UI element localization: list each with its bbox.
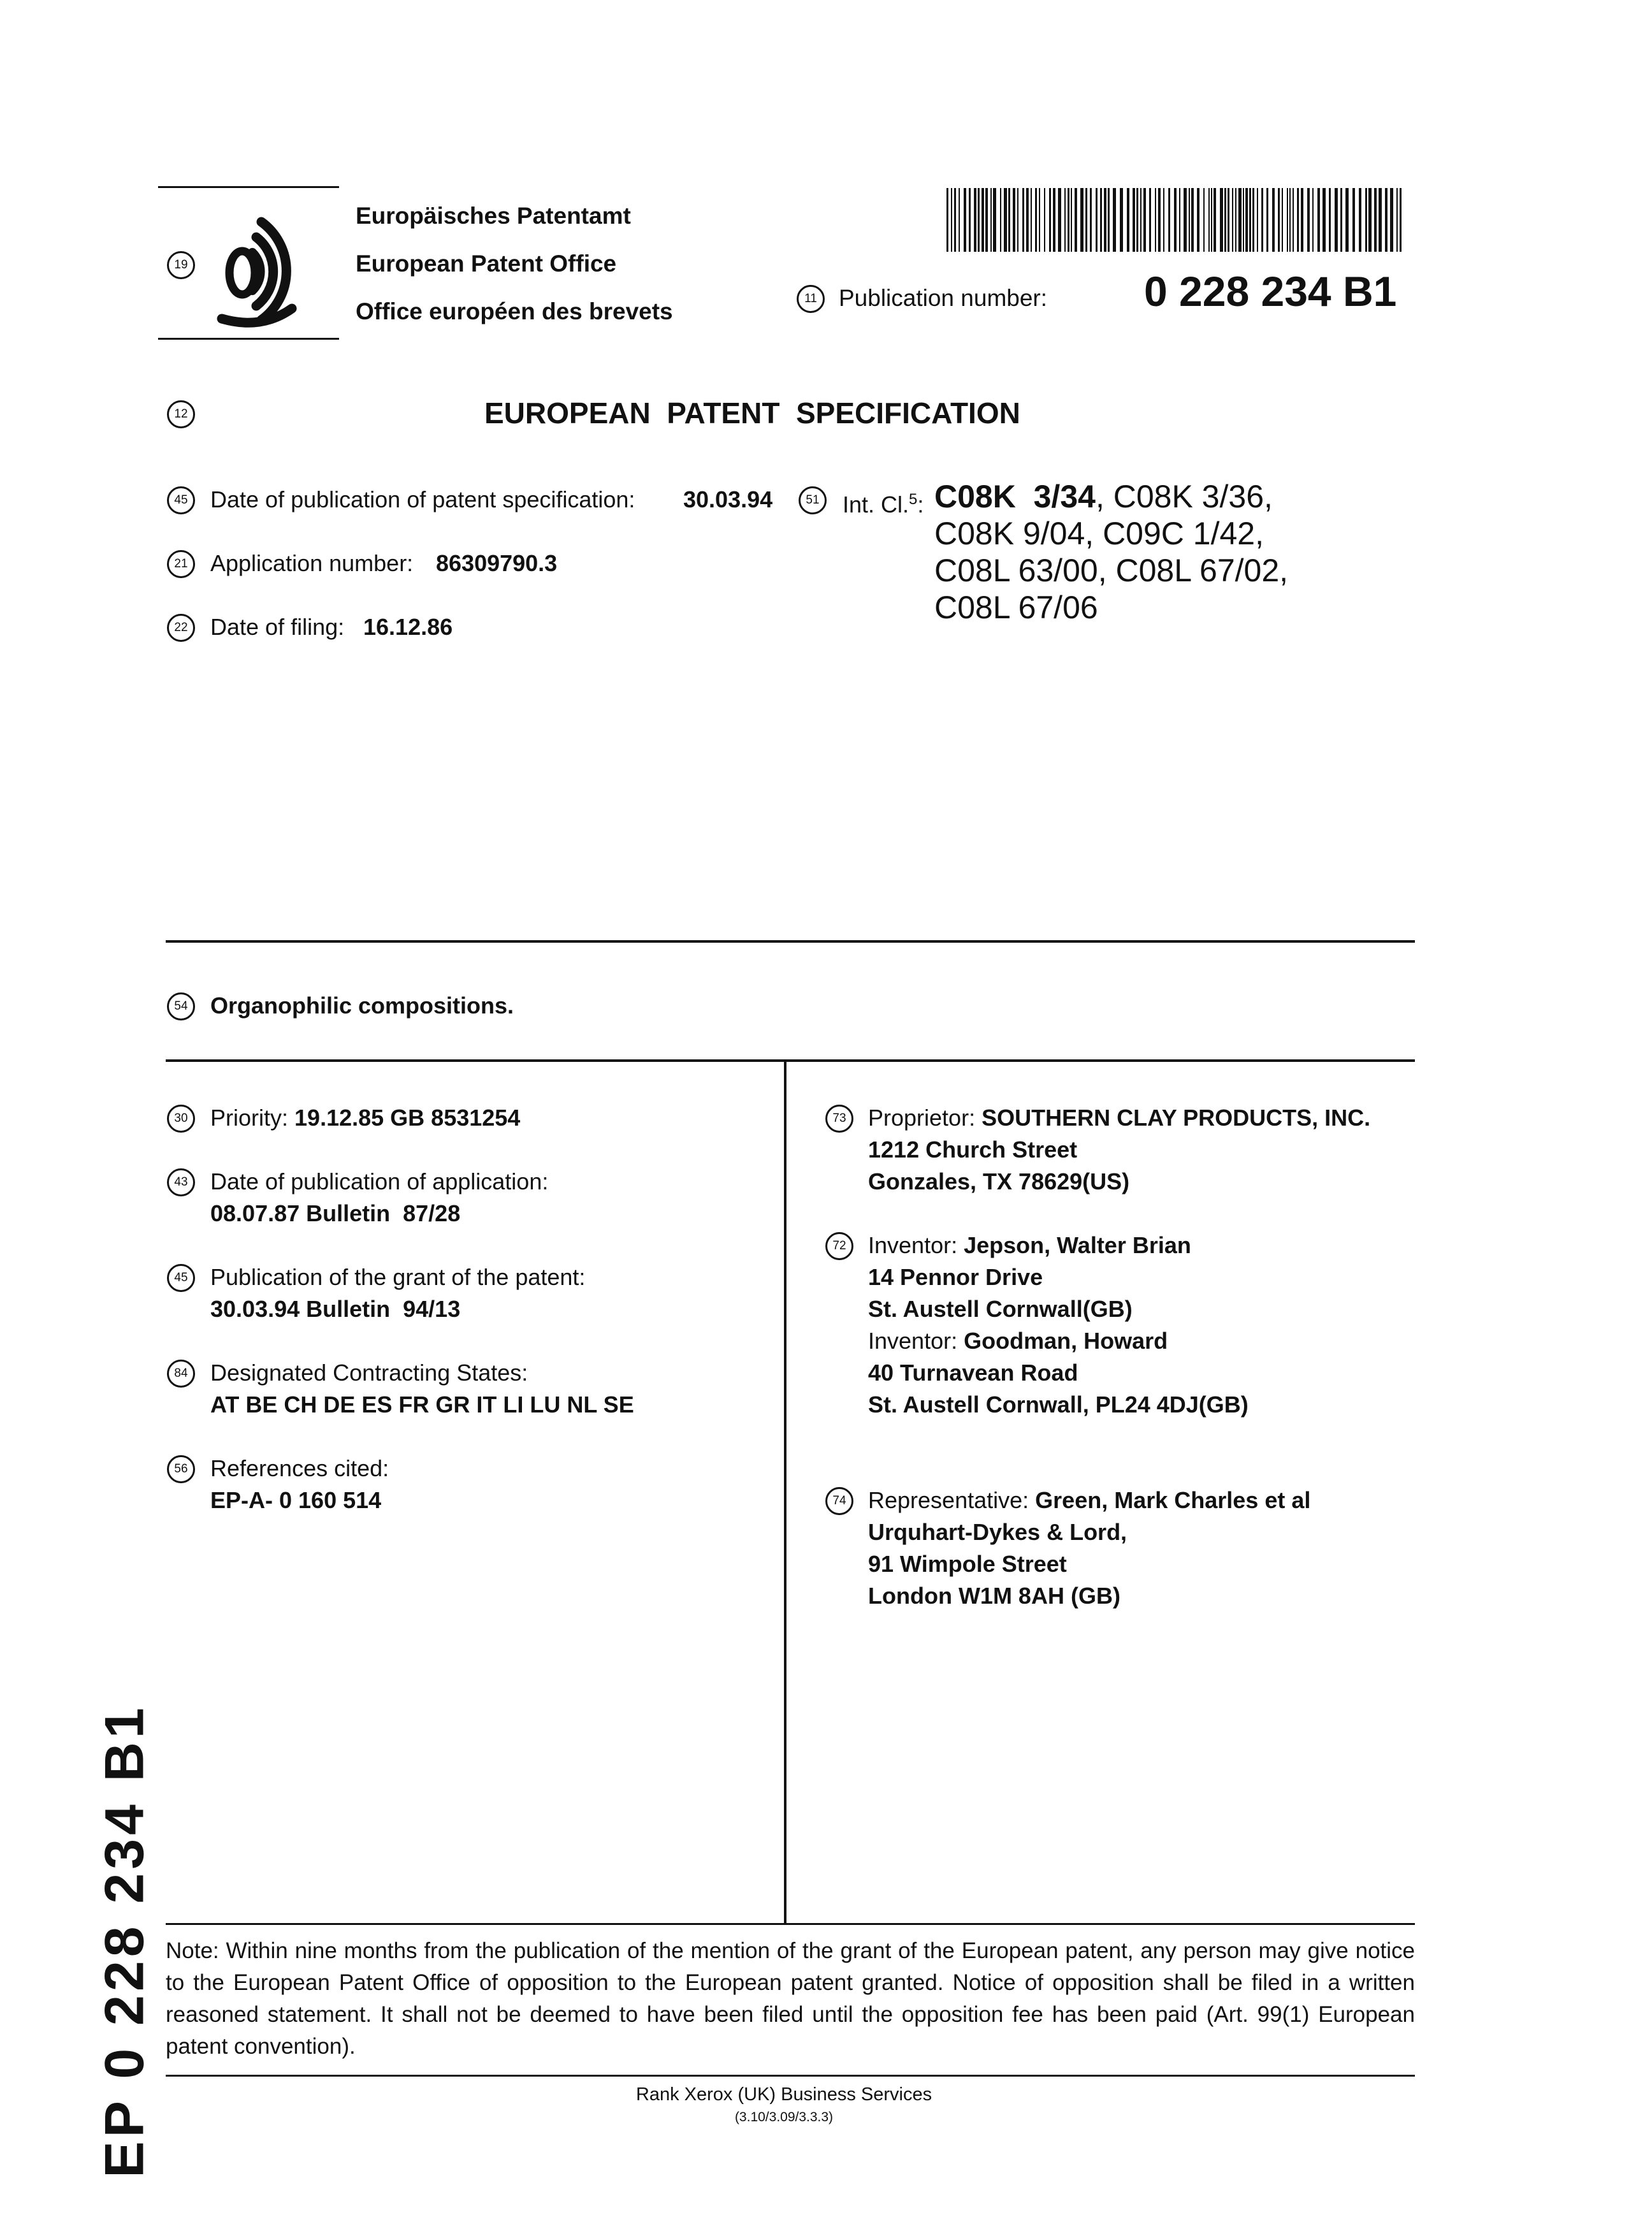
opposition-note: Note: Within nine months from the publication of the mention of the grant of the European patent, any person may give notice to the European Patent Office of opposition to the European patent granted. Notice of opposition shall be filed in a written reasoned statement. It shall not be deemed to have been filed until the opposition fee has been paid (Art. 99(1) European patent convention). [166, 1938, 1415, 2059]
priority-label: Priority: [210, 1105, 289, 1131]
barcode-bar [1317, 188, 1320, 252]
barcode-bar [1293, 188, 1294, 252]
document-title: EUROPEAN PATENT SPECIFICATION [484, 396, 1020, 430]
barcode-bar [1113, 188, 1116, 252]
inventor-1-line [868, 1231, 1191, 1260]
footer-printer: Rank Xerox (UK) Business Services [635, 2084, 932, 2105]
barcode-bar [1174, 188, 1177, 252]
publication-number: 0 228 234 B1 [1144, 268, 1397, 315]
barcode-bar [1261, 188, 1263, 252]
barcode-bar [1158, 188, 1161, 252]
header-bottom-rule [158, 338, 339, 340]
barcode-bar [1096, 188, 1098, 252]
barcode-bar [1022, 188, 1024, 252]
barcode-bar [1278, 188, 1280, 252]
side-publication-number: EP 0 228 234 B1 [94, 1704, 156, 2178]
pub-date-value: 30.03.94 [683, 486, 773, 512]
code-45-circle: 45 [167, 486, 195, 514]
inventor-1-address-1: 14 Pennor Drive [868, 1264, 1043, 1290]
barcode-bar [1238, 188, 1242, 252]
barcode-bar [969, 188, 971, 252]
barcode-bar [1197, 188, 1199, 252]
office-name-fr: Office européen des brevets [356, 298, 673, 324]
proprietor-address-2: Gonzales, TX 78629(US) [868, 1168, 1130, 1194]
inventor-1-label: Inventor: [868, 1232, 958, 1258]
app-pub-value: 08.07.87 Bulletin 87/28 [210, 1200, 461, 1226]
inventor-2-line [868, 1327, 1168, 1355]
office-name-de: Europäisches Patentamt [356, 203, 631, 229]
barcode-bar [990, 188, 992, 252]
app-number-label: Application number: [210, 550, 414, 576]
barcode-bar [1013, 188, 1015, 252]
barcode-bar [1163, 188, 1164, 252]
code-73-circle: 73 [825, 1105, 853, 1133]
rule-below-title [166, 1059, 1415, 1062]
proprietor-name: SOUTHERN CLAY PRODUCTS, INC. [982, 1105, 1371, 1131]
barcode-bar [1008, 188, 1010, 252]
barcode-bar [1120, 188, 1123, 252]
footer-code: (3.10/3.09/3.3.3) [734, 2110, 834, 2124]
header-top-rule [158, 186, 339, 188]
barcode-bar [1345, 188, 1349, 252]
int-cl-colon: : [917, 491, 924, 518]
barcode-bar [1168, 188, 1170, 252]
barcode-bar [1385, 188, 1388, 252]
proprietor-address-1: 1212 Church Street [868, 1136, 1078, 1163]
barcode-bar [1191, 188, 1194, 252]
code-84-circle: 84 [167, 1360, 195, 1388]
barcode-bar [1179, 188, 1180, 252]
barcode-bar [959, 188, 960, 252]
barcode-bar [1058, 188, 1061, 252]
barcode-bar [1064, 188, 1066, 252]
grant-pub-value: 30.03.94 Bulletin 94/13 [210, 1296, 461, 1322]
proprietor-line [868, 1104, 1370, 1132]
barcode-bar [1289, 188, 1291, 252]
barcode-bar [1203, 188, 1205, 252]
barcode-bar [1365, 188, 1367, 252]
priority-line [210, 1104, 520, 1132]
barcode-bar [1100, 188, 1102, 252]
barcode-bar [1026, 188, 1029, 252]
barcode-bar [1249, 188, 1251, 252]
proprietor-label: Proprietor: [868, 1105, 976, 1131]
barcode-bar [1312, 188, 1314, 252]
barcode-bar [1228, 188, 1229, 252]
barcode-bar [1340, 188, 1342, 252]
code-30-circle: 30 [167, 1105, 195, 1133]
barcode-bar [1252, 188, 1254, 252]
barcode-bar [1053, 188, 1055, 252]
barcode-bar [951, 188, 952, 252]
barcode-bar [1287, 188, 1288, 252]
barcode-bar [982, 188, 984, 252]
inventor-2-name: Goodman, Howard [964, 1328, 1168, 1354]
classification-primary: C08K 3/34 [934, 479, 1096, 514]
barcode-bar [1085, 188, 1087, 252]
code-56-circle: 56 [167, 1455, 195, 1483]
barcode-bar [1307, 188, 1310, 252]
barcode-bar [1297, 188, 1299, 252]
barcode-bar [1031, 188, 1032, 252]
classification-line-3: C08L 63/00, C08L 67/02, [934, 553, 1289, 588]
representative-address-1: Urquhart-Dykes & Lord, [868, 1519, 1127, 1545]
barcode-bar [1208, 188, 1210, 252]
barcode-bar [1359, 188, 1361, 252]
barcode-bar [954, 188, 956, 252]
barcode-bar [1400, 188, 1402, 252]
inventor-1-address-2: St. Austell Cornwall(GB) [868, 1296, 1133, 1322]
barcode-bar [1127, 188, 1129, 252]
int-cl-label [843, 486, 924, 519]
barcode-bar [1368, 188, 1372, 252]
barcode-bar [1108, 188, 1110, 252]
inventor-2-address-2: St. Austell Cornwall, PL24 4DJ(GB) [868, 1391, 1249, 1418]
barcode-bar [1044, 188, 1045, 252]
publication-number-label: Publication number: [839, 285, 1048, 311]
representative-name: Green, Mark Charles et al [1035, 1487, 1311, 1513]
barcode-bar [1155, 188, 1156, 252]
barcode-bar [1220, 188, 1223, 252]
representative-line [868, 1486, 1310, 1514]
states-label: Designated Contracting States: [210, 1360, 528, 1386]
barcode-bar [1379, 188, 1382, 252]
inventor-2-label: Inventor: [868, 1328, 958, 1354]
filing-date-label: Date of filing: [210, 614, 345, 640]
barcode-bar [978, 188, 980, 252]
barcode-bar [1352, 188, 1355, 252]
classification-line-1 [934, 478, 1273, 515]
barcode-bar [1243, 188, 1244, 252]
barcode-bar [1068, 188, 1069, 252]
barcode-bar [1004, 188, 1007, 252]
barcode-bar [1374, 188, 1377, 252]
int-cl-text: Int. Cl. [843, 491, 909, 518]
barcode-bar [1282, 188, 1283, 252]
states-value: AT BE CH DE ES FR GR IT LI LU NL SE [210, 1391, 634, 1418]
references-value: EP-A- 0 160 514 [210, 1487, 382, 1513]
barcode-bar [1272, 188, 1275, 252]
inventor-1-name: Jepson, Walter Brian [964, 1232, 1191, 1258]
barcode-bar [1017, 188, 1018, 252]
classification-line-1-rest: , C08K 3/36, [1095, 479, 1273, 514]
priority-value: 19.12.85 GB 8531254 [294, 1105, 521, 1131]
code-12-circle: 12 [167, 400, 195, 428]
barcode-bar [1211, 188, 1212, 252]
barcode-bar [1140, 188, 1141, 252]
barcode-bar [974, 188, 976, 252]
epo-logo-icon [217, 198, 331, 338]
representative-label: Representative: [868, 1487, 1029, 1513]
representative-address-2: 91 Wimpole Street [868, 1551, 1067, 1577]
barcode-bar [1322, 188, 1326, 252]
pub-date-label: Date of publication of patent specification: [210, 486, 635, 512]
code-21-circle: 21 [167, 550, 195, 578]
barcode-bar [946, 188, 948, 252]
office-name-en: European Patent Office [356, 250, 617, 277]
representative-address-3: London W1M 8AH (GB) [868, 1583, 1120, 1609]
barcode-bar [985, 188, 988, 252]
barcode-bar [1232, 188, 1233, 252]
column-divider [784, 1059, 786, 1923]
app-number-value: 86309790.3 [436, 550, 558, 576]
barcode-bar [1136, 188, 1138, 252]
barcode-bar [1143, 188, 1146, 252]
inventor-2-address-1: 40 Turnavean Road [868, 1360, 1078, 1386]
rule-below-note [166, 2075, 1415, 2077]
barcode-bar [1257, 188, 1258, 252]
code-51-circle: 51 [799, 486, 827, 514]
barcode-bar [1329, 188, 1331, 252]
code-22-circle: 22 [167, 614, 195, 642]
code-74-circle: 74 [825, 1487, 853, 1515]
code-19-circle: 19 [167, 251, 195, 279]
barcode-bar [1133, 188, 1135, 252]
invention-title: Organophilic compositions. [210, 992, 514, 1019]
code-45b-circle: 45 [167, 1264, 195, 1292]
barcode-bar [1080, 188, 1083, 252]
barcode-bar [1214, 188, 1216, 252]
barcode-bar [1039, 188, 1040, 252]
barcode-bar [1390, 188, 1393, 252]
barcode-bar [1184, 188, 1187, 252]
code-72-circle: 72 [825, 1232, 853, 1260]
barcode-bar [1235, 188, 1236, 252]
barcode-bar [1245, 188, 1248, 252]
references-label: References cited: [210, 1455, 389, 1481]
barcode-bar [1301, 188, 1303, 252]
code-43-circle: 43 [167, 1168, 195, 1196]
barcode-bar [1090, 188, 1092, 252]
barcode-bar [993, 188, 996, 252]
barcode-bar [1000, 188, 1001, 252]
barcode-bar [1104, 188, 1106, 252]
barcode-bar [1049, 188, 1051, 252]
app-pub-label: Date of publication of application: [210, 1168, 549, 1194]
barcode [946, 188, 1402, 252]
barcode-bar [1075, 188, 1077, 252]
code-11-circle: 11 [797, 285, 825, 313]
rule-above-note [166, 1923, 1415, 1925]
classification-line-2: C08K 9/04, C09C 1/42, [934, 516, 1264, 551]
int-cl-edition: 5 [909, 491, 918, 508]
grant-pub-label: Publication of the grant of the patent: [210, 1264, 586, 1290]
barcode-bar [1396, 188, 1398, 252]
classification-line-4: C08L 67/06 [934, 590, 1098, 625]
barcode-bar [1335, 188, 1338, 252]
code-54-circle: 54 [167, 992, 195, 1020]
barcode-bar [1189, 188, 1190, 252]
filing-date-value: 16.12.86 [363, 614, 453, 640]
barcode-bar [1149, 188, 1151, 252]
barcode-bar [1224, 188, 1226, 252]
barcode-bar [1071, 188, 1072, 252]
barcode-bar [964, 188, 966, 252]
barcode-bar [1266, 188, 1268, 252]
barcode-bar [1035, 188, 1037, 252]
rule-above-title [166, 940, 1415, 943]
